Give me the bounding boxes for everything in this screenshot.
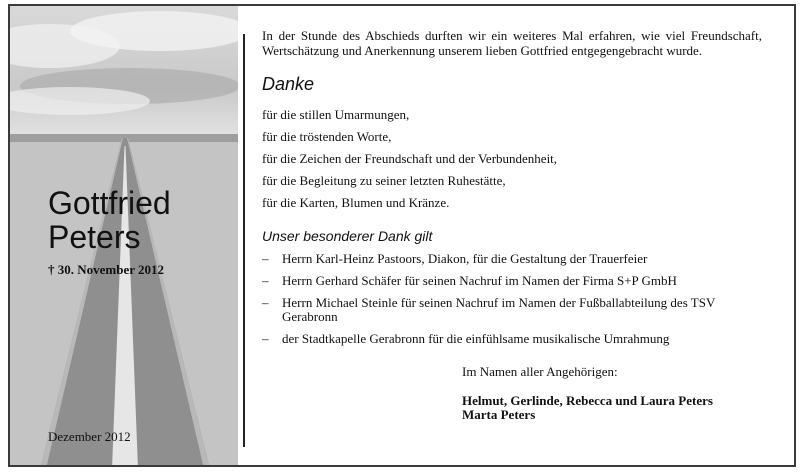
issue-date: Dezember 2012: [48, 429, 131, 444]
dash-marker: –: [262, 273, 269, 288]
obituary-card: [8, 4, 796, 467]
intro-paragraph: In der Stunde des Abschieds durften wir ein weiteres Mal erfahren, wie viel Freundschaft, Wertschätzung und Anerkennung unserem lieben Gottfried entgegengebracht wurde.: [262, 28, 762, 58]
thanks-item: für die Zeichen der Freundschaft und der Verbundenheit,: [262, 151, 558, 166]
people-item-text: Herrn Michael Steinle für seinen Nachruf im Namen der Fußballabteilung des TSV Gerabronn: [282, 295, 716, 324]
first-name: Gottfried: [48, 185, 171, 221]
signature-intro: Im Namen aller Angehörigen:: [462, 364, 618, 379]
thanks-list: [262, 107, 762, 210]
people-item: [262, 332, 762, 346]
dash-marker: –: [262, 295, 269, 310]
people-item: [262, 252, 762, 266]
text-column: [262, 28, 762, 422]
dash-marker: –: [262, 251, 269, 266]
people-list: [262, 252, 762, 346]
thanks-item: für die Begleitung zu seiner letzten Ruhestätte,: [262, 173, 506, 188]
people-item: [262, 296, 762, 324]
people-item-text: Herrn Karl-Heinz Pastoors, Diakon, für die Gestaltung der Trauerfeier: [282, 251, 648, 266]
danke-heading: Danke: [262, 74, 315, 94]
divider-line: [243, 34, 245, 447]
people-item: [262, 274, 762, 288]
thanks-item: für die Karten, Blumen und Kränze.: [262, 195, 450, 210]
signature-names-2: Marta Peters: [462, 407, 536, 422]
signature-block: [462, 364, 762, 422]
last-name: Peters: [48, 219, 141, 255]
people-item-text: Herrn Gerhard Schäfer für seinen Nachruf im Namen der Firma S+P GmbH: [282, 273, 677, 288]
signature-names-1: Helmut, Gerlinde, Rebecca und Laura Peters: [462, 393, 713, 408]
dash-marker: –: [262, 331, 269, 346]
road-photo: [10, 6, 238, 465]
people-item-text: der Stadtkapelle Gerabronn für die einfühlsame musikalische Umrahmung: [282, 331, 670, 346]
death-date: † 30. November 2012: [48, 262, 165, 277]
thanks-item: für die tröstenden Worte,: [262, 129, 392, 144]
deceased-name-block: [48, 186, 171, 278]
special-thanks-heading: Unser besonderer Dank gilt: [262, 228, 433, 244]
thanks-item: für die stillen Umarmungen,: [262, 107, 410, 122]
